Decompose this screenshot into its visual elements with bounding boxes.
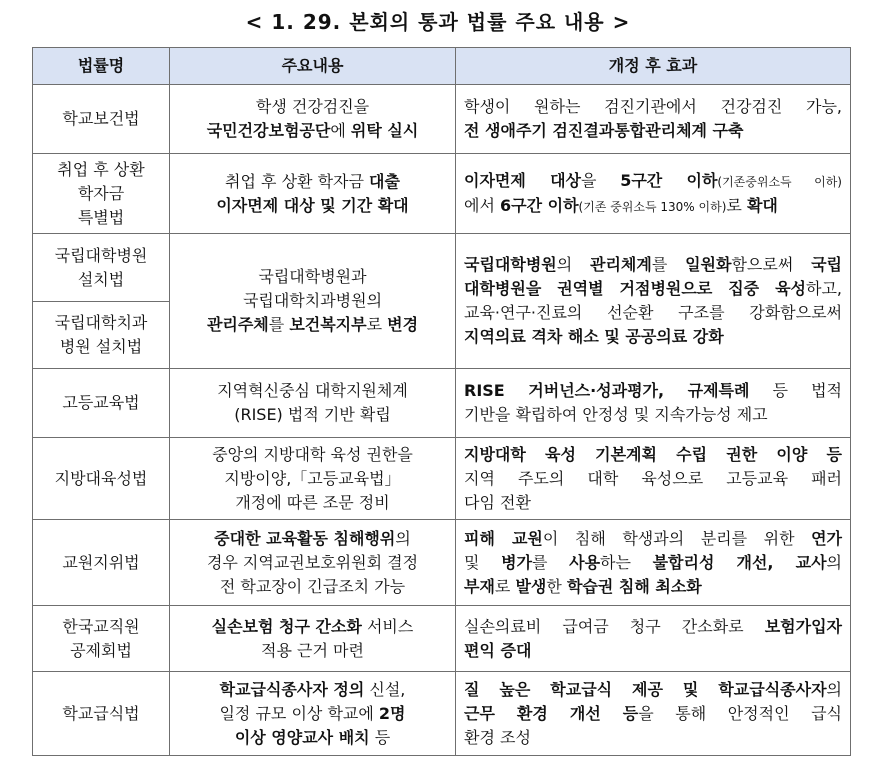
content-line	[178, 639, 447, 663]
content-line	[178, 527, 447, 551]
text-segment: 로	[726, 195, 747, 215]
law-name-line: 교원지위법	[62, 552, 140, 572]
bold-text: 피해 교원	[464, 528, 543, 548]
effect-line	[464, 551, 842, 575]
text-segment: 학생이 원하는 검진기관에서 건강검진 가능,	[464, 97, 842, 116]
table-row	[33, 438, 851, 520]
bold-text: 대출	[369, 171, 400, 191]
bold-text: 관리체계	[590, 255, 652, 274]
text-segment: 전 학교장이 긴급조치 가능	[219, 576, 406, 596]
text-segment: (기존 중위소득 130% 이하)	[578, 199, 727, 214]
effect-line	[464, 726, 842, 750]
content-line	[178, 615, 447, 639]
bold-text: 국립대학병원	[464, 255, 557, 274]
law-name-cell	[33, 606, 170, 672]
law-name-line: 국립대학병원	[54, 245, 148, 265]
effect-line	[464, 379, 842, 403]
law-name-cell	[33, 234, 170, 302]
text-segment: 다임 전환	[464, 492, 531, 512]
law-name-cell	[33, 302, 170, 369]
table-row	[33, 85, 851, 154]
header-law-name: 법률명	[33, 48, 170, 85]
law-summary-table	[32, 47, 851, 756]
table-body	[33, 85, 851, 756]
bold-text: 실손보험 청구 간소화	[211, 616, 362, 636]
effect-cell	[456, 606, 851, 672]
text-segment: 로	[494, 576, 516, 596]
text-segment: 를	[532, 552, 570, 572]
text-segment: 의	[826, 679, 842, 699]
content-cell	[170, 154, 456, 234]
text-segment: 적용 근거 마련	[261, 640, 364, 660]
effect-cell	[456, 369, 851, 438]
text-segment: 의	[395, 528, 411, 548]
text-segment: 지방이양,「고등교육법」	[224, 468, 401, 488]
text-segment: 이 침해 학생과의 분리를 위한	[542, 528, 812, 548]
effect-line	[464, 301, 842, 325]
bold-text: 변경	[387, 315, 419, 334]
text-segment: (기존중위소득 이하)	[717, 174, 842, 189]
bold-text: 6구간 이하	[500, 195, 579, 215]
bold-text: 전 생애주기 검진결과통합관리체계 구축	[464, 121, 744, 140]
bold-text: 지역의료 격차 해소 및 공공의료 강화	[464, 327, 724, 346]
effect-line	[464, 527, 842, 551]
text-segment: 교육·연구·진료의 선순환 구조를 강화함으로써	[464, 303, 842, 322]
effect-line	[464, 169, 842, 194]
law-name-line: 고등교육법	[62, 393, 140, 412]
header-effect: 개정 후 효과	[456, 48, 851, 85]
bold-text: 학습권 침해 최소화	[566, 576, 702, 596]
content-line	[178, 702, 447, 726]
bold-text: 불합리성 개선, 교사	[652, 552, 827, 572]
effect-line	[464, 277, 842, 301]
bold-text: 학교급식종사자 정의	[219, 679, 365, 699]
text-segment: 지역혁신중심 대학지원체계	[217, 381, 408, 400]
text-segment: 학생 건강검진을	[255, 97, 370, 116]
text-segment: 실손의료비 급여금 청구 간소화로	[464, 616, 765, 636]
table-row	[33, 234, 851, 302]
table-row	[33, 369, 851, 438]
table-row	[33, 154, 851, 234]
content-cell	[170, 85, 456, 154]
bold-text: 5구간 이하	[620, 170, 718, 190]
law-name-cell	[33, 438, 170, 520]
text-segment: 일정 규모 이상 학교에	[219, 703, 379, 723]
effect-line	[464, 194, 842, 219]
text-segment: 및	[464, 552, 502, 572]
law-name-line: 설치법	[77, 269, 125, 289]
bold-text: 국립	[811, 255, 842, 274]
effect-line	[464, 491, 842, 515]
bold-text: 보험가입자	[764, 616, 842, 636]
content-line	[178, 95, 447, 119]
content-line	[178, 265, 447, 289]
bold-text: 관리주체	[206, 315, 269, 334]
text-segment: 에서	[464, 195, 500, 215]
bold-text: RISE 거버넌스·성과평가, 규제특례	[464, 381, 750, 400]
header-main-content: 주요내용	[170, 48, 456, 85]
effect-line	[464, 95, 842, 119]
content-line	[178, 467, 447, 491]
text-segment: 를	[268, 315, 290, 334]
effect-line	[464, 639, 842, 663]
text-segment: 중앙의 지방대학 육성 권한을	[212, 444, 413, 464]
text-segment: 기반을 확립하여 안정성 및 지속가능성 제고	[464, 405, 768, 424]
text-segment: 한	[546, 576, 567, 596]
table-row	[33, 520, 851, 606]
law-name-line: 국립대학치과	[54, 313, 148, 332]
bold-text: 편익 증대	[464, 640, 532, 660]
effect-line	[464, 325, 842, 349]
bold-text: 이자면제 대상 및 기간 확대	[216, 195, 409, 215]
content-line	[178, 119, 447, 143]
text-segment: 에	[330, 121, 351, 140]
bold-text: 사용	[569, 552, 601, 572]
text-segment: 의	[556, 255, 590, 274]
content-cell	[170, 369, 456, 438]
text-segment: 등 법적	[749, 381, 843, 400]
content-line	[178, 289, 447, 313]
bold-text: 연가	[811, 528, 842, 548]
effect-line	[464, 403, 842, 427]
bold-text: 중대한 교육활동 침해행위	[214, 528, 396, 548]
law-name-cell	[33, 85, 170, 154]
content-cell	[170, 606, 456, 672]
content-line	[178, 379, 447, 403]
law-name-line: 공제회법	[70, 640, 132, 660]
text-segment: 하고,	[806, 279, 842, 298]
text-segment: 함으로써	[731, 255, 812, 274]
content-line	[178, 575, 447, 599]
effect-line	[464, 253, 842, 277]
text-segment: 로	[366, 315, 388, 334]
law-name-cell	[33, 520, 170, 606]
content-cell	[170, 520, 456, 606]
text-segment: 취업 후 상환 학자금	[225, 171, 370, 191]
content-line	[178, 170, 447, 194]
table-row	[33, 672, 851, 756]
bold-text: 대학병원을 권역별 거점병원으로 집중 육성	[464, 279, 806, 298]
law-name-line: 지방대육성법	[54, 468, 148, 488]
effect-cell	[456, 438, 851, 520]
bold-text: 근무 환경 개선 등	[464, 703, 639, 723]
effect-line	[464, 678, 842, 702]
law-name-line: 병원 설치법	[59, 337, 143, 356]
bold-text: 지방대학 육성 기본계획 수립 권한 이양 등	[464, 444, 842, 464]
content-line	[178, 491, 447, 515]
effect-cell	[456, 85, 851, 154]
bold-text: 병가	[501, 552, 533, 572]
bold-text: 보건복지부	[289, 315, 367, 334]
text-segment: 국립대학치과병원의	[242, 291, 383, 310]
text-segment: 경우 지역교권보호위원회 결정	[206, 552, 419, 572]
law-name-line: 학교보건법	[62, 109, 140, 128]
law-name-line: 학교급식법	[62, 703, 140, 723]
header-row	[33, 48, 851, 85]
content-line	[178, 551, 447, 575]
effect-cell	[456, 520, 851, 606]
text-segment: 를	[651, 255, 686, 274]
bold-text: 발생	[515, 576, 547, 596]
bold-text: 이자면제 대상	[464, 170, 581, 190]
bold-text: 2명	[378, 703, 406, 723]
law-name-line: 취업 후 상환	[57, 159, 145, 179]
bold-text: 질 높은 학교급식 제공 및 학교급식종사자	[464, 679, 827, 699]
bold-text: 일원화	[685, 255, 732, 274]
law-name-cell	[33, 154, 170, 234]
law-name-line: 특별법	[77, 207, 125, 227]
effect-cell	[456, 672, 851, 756]
text-segment: 을 통해 안정적인 급식	[638, 703, 842, 723]
text-segment: 지역 주도의 대학 육성으로 고등교육 패러	[464, 468, 842, 488]
text-segment: 의	[826, 552, 843, 572]
text-segment: (RISE) 법적 기반 확립	[234, 405, 391, 424]
effect-line	[464, 119, 842, 143]
bold-text: 이상 영양교사 배치	[234, 727, 370, 747]
law-name-cell	[33, 672, 170, 756]
content-line	[178, 726, 447, 750]
bold-text: 확대	[746, 195, 778, 215]
effect-line	[464, 702, 842, 726]
content-cell	[170, 438, 456, 520]
content-line	[178, 678, 447, 702]
content-line	[178, 313, 447, 337]
content-line	[178, 194, 447, 218]
effect-line	[464, 615, 842, 639]
content-line	[178, 403, 447, 427]
law-name-line: 한국교직원	[62, 616, 140, 636]
effect-cell	[456, 234, 851, 369]
text-segment: 등	[369, 727, 391, 747]
content-cell	[170, 672, 456, 756]
text-segment: 환경 조성	[464, 727, 531, 747]
effect-cell	[456, 154, 851, 234]
effect-line	[464, 443, 842, 467]
content-cell	[170, 234, 456, 369]
text-segment: 서비스	[361, 616, 414, 636]
text-segment: 하는	[600, 552, 653, 572]
effect-line	[464, 575, 842, 599]
text-segment: 국립대학병원과	[258, 267, 367, 286]
bold-text: 부재	[464, 576, 495, 596]
page-title: < 1. 29. 본회의 통과 법률 주요 내용 >	[245, 10, 631, 34]
text-segment: 신설,	[364, 679, 406, 699]
bold-text: 국민건강보험공단	[206, 121, 331, 140]
text-segment: 을	[580, 170, 621, 190]
bold-text: 위탁 실시	[350, 121, 419, 140]
content-line	[178, 443, 447, 467]
text-segment: 개정에 따른 조문 정비	[235, 492, 390, 512]
table-row	[33, 606, 851, 672]
effect-line	[464, 467, 842, 491]
law-name-cell	[33, 369, 170, 438]
law-name-line: 학자금	[77, 183, 125, 203]
